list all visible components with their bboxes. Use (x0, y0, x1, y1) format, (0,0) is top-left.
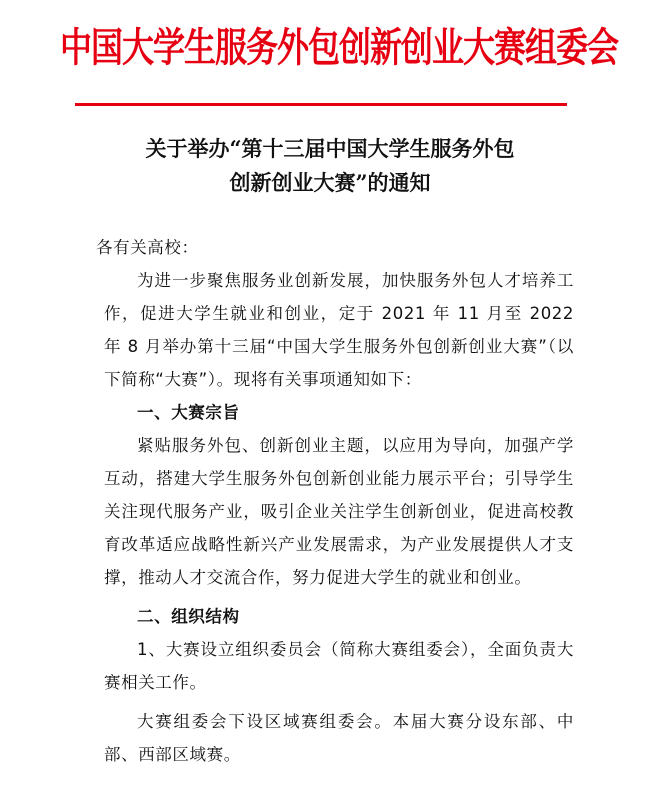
section-2-item-2: 大赛组委会下设区域赛组委会。本届大赛分设东部、中部、西部区域赛。 (104, 712, 574, 764)
red-divider-line (75, 103, 567, 106)
salutation: 各有关高校： (96, 238, 199, 257)
section-2-item-1: 1、大赛设立组织委员会（简称大赛组委会），全面负责大赛相关工作。 (104, 640, 574, 692)
title-line-1: 关于举办“第十三届中国大学生服务外包 (145, 136, 515, 161)
organization-header: 中国大学生服务外包创新创业大赛组委会 (60, 23, 619, 71)
title-line-2: 创新创业大赛”的通知 (229, 170, 431, 195)
document-body (96, 231, 574, 771)
section-2-heading: 二、组织结构 (137, 607, 240, 626)
section-1-paragraph: 紧贴服务外包、创新创业主题，以应用为导向，加强产学互动，搭建大学生服务外包创新创业能力展示平台；引导学生关注现代服务产业，吸引企业关注学生创新创业，促进高校教育改革适应战略性新兴产业发展需求，为产业发展提供人才支撑，推动人才交流合作，努力促进大学生的就业和创业。 (104, 436, 574, 587)
document-title (60, 132, 600, 200)
intro-paragraph: 为进一步聚焦服务业创新发展，加快服务外包人才培养工作，促进大学生就业和创业，定于 2021 年 11 月至 2022 年 8 月举办第十三届“中国大学生服务外包创新创业大赛”（以下简称“大赛”）。现将有关事项通知如下： (104, 271, 574, 389)
section-1-heading: 一、大赛宗旨 (137, 403, 240, 422)
